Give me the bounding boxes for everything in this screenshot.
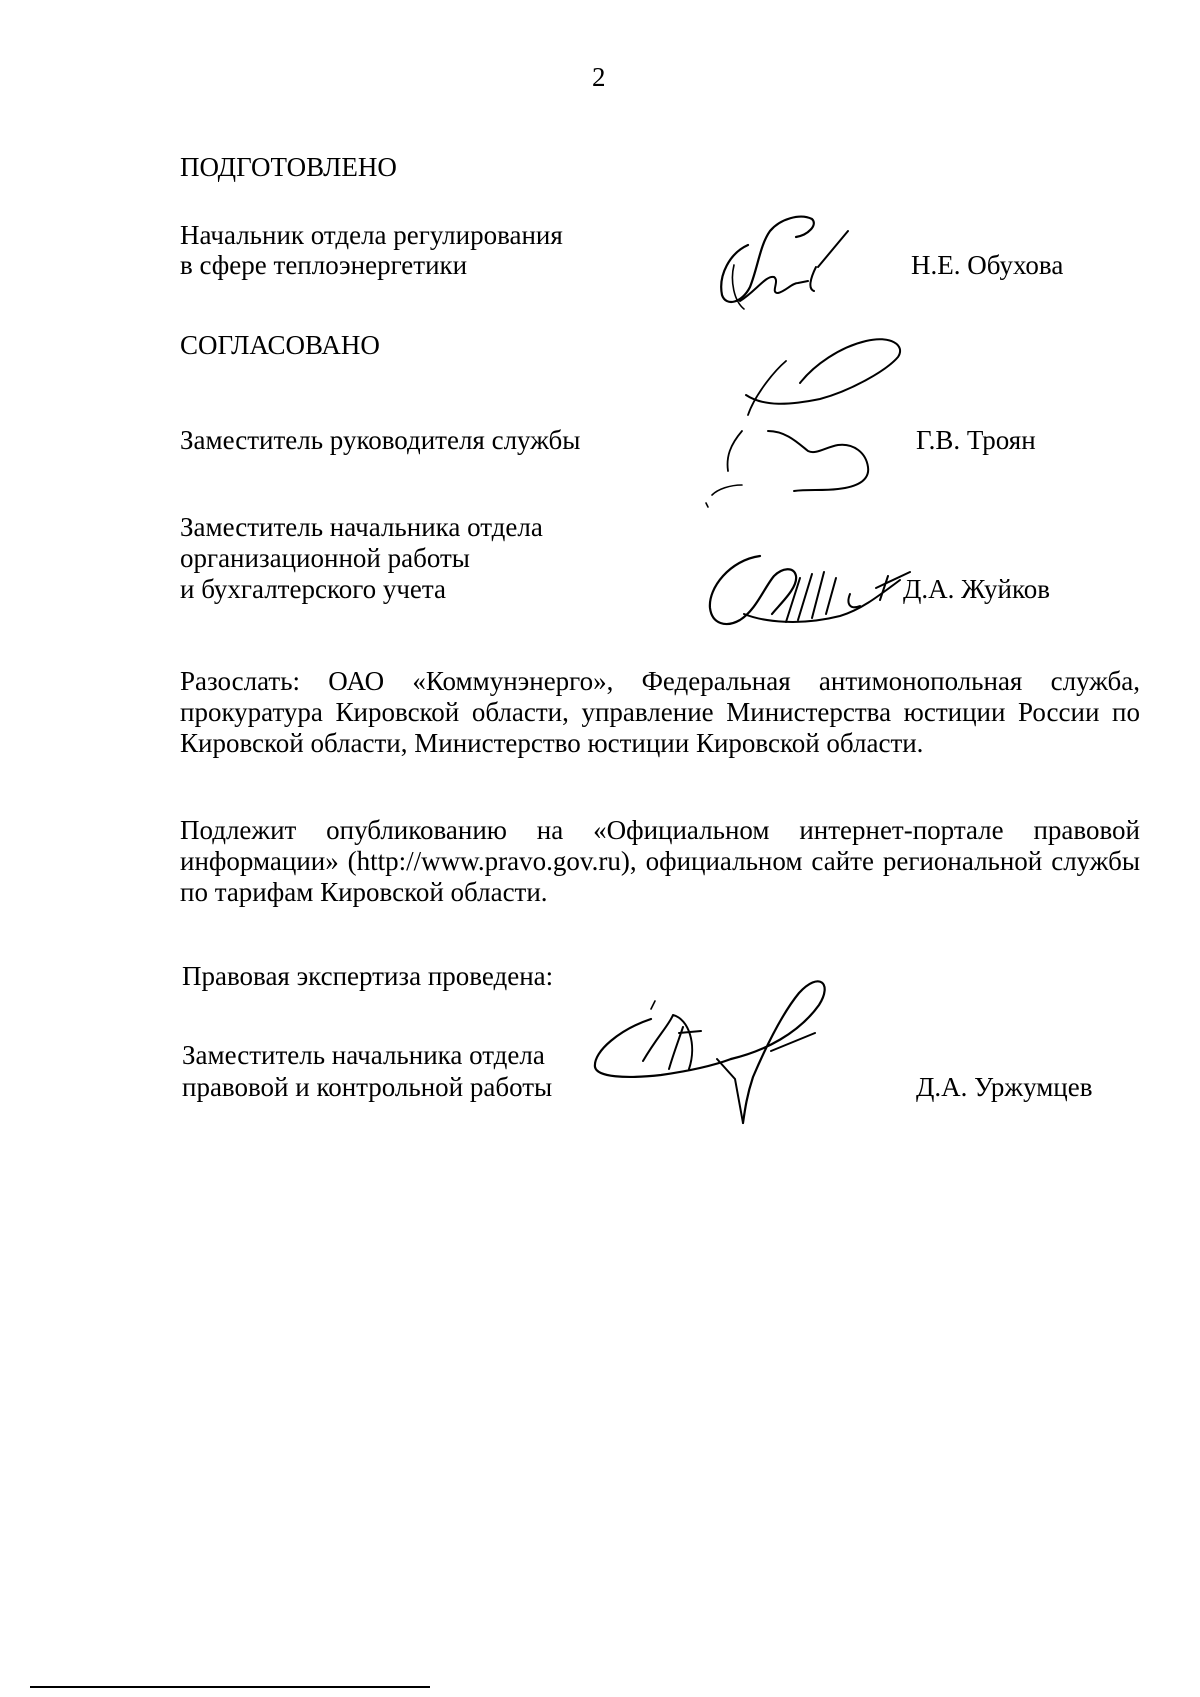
legal-review-heading: Правовая экспертиза проведена: (182, 961, 554, 991)
legal-review-position-line1: Заместитель начальника отдела (182, 1040, 545, 1070)
agreed-signer1-name: Г.В. Троян (916, 425, 1036, 455)
legal-review-position-line2: правовой и контрольной работы (182, 1072, 553, 1102)
agreed-heading: СОГЛАСОВАНО (180, 330, 380, 360)
prepared-heading: ПОДГОТОВЛЕНО (180, 152, 397, 182)
agreed-signer2-position-line3: и бухгалтерского учета (180, 574, 447, 604)
signature-urzhumtsev (585, 975, 855, 1125)
signature-obukhova (700, 205, 870, 315)
legal-review-name: Д.А. Уржумцев (916, 1072, 1093, 1102)
agreed-signer2-position-line1: Заместитель начальника отдела (180, 512, 543, 542)
agreed-signer2-position-line2: организационной работы (180, 543, 470, 573)
distribution-paragraph: Разослать: ОАО «Коммунэнерго», Федеральная антимонопольная служба, прокуратура Кировской области, управление Министерства юстиции России по Кировской области, Министерство юстиции Кировской области. (180, 666, 1140, 758)
prepared-position-line2: в сфере теплоэнергетики (180, 250, 468, 280)
prepared-name: Н.Е. Обухова (911, 250, 1064, 280)
agreed-signer1-position: Заместитель руководителя службы (180, 425, 581, 455)
footer-rule (30, 1686, 430, 1688)
prepared-position-line1: Начальник отдела регулирования (180, 220, 563, 250)
agreed-signer2-name: Д.А. Жуйков (903, 574, 1050, 604)
signature-zhuykov (700, 548, 920, 638)
signature-troyan (690, 335, 930, 510)
publication-paragraph: Подлежит опубликованию на «Официальном интернет-портале правовой информации» (http://www.pravo.gov.ru), официальном сайте региональной службы по тарифам Кировской области. (180, 815, 1140, 907)
page-number: 2 (592, 62, 606, 92)
